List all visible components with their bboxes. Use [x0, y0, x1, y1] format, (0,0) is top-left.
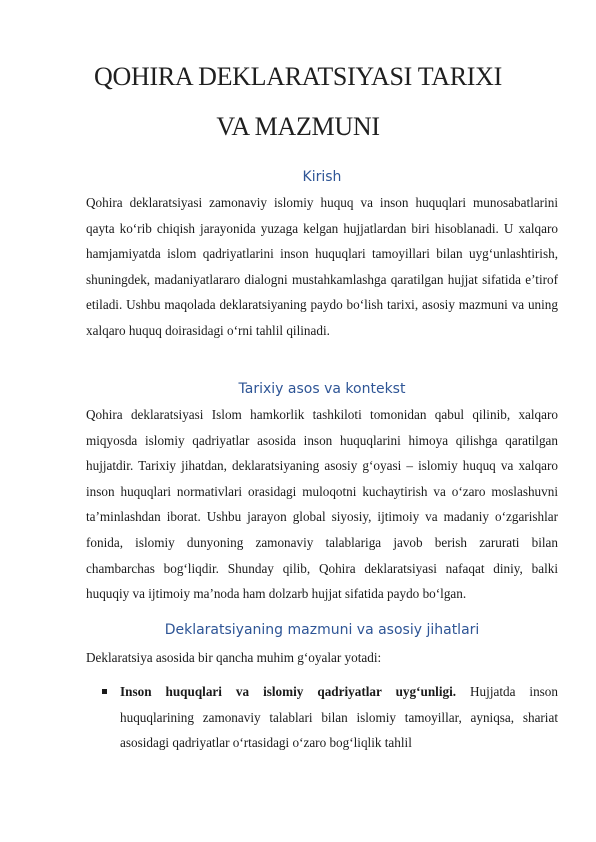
- section-paragraph-kirish: Qohira deklaratsiyasi zamonaviy islomiy huquq va inson huquqlari munosabatlarini qayta ko‘rib chiqish jarayonida yuzaga kelgan hujjatlardan biri hisoblanadi. U xalqaro hamjamiyatda islom qadriyatlarini inson huquqlari tamoyillari bilan uyg‘unlashtirish, shuningdek, madaniyatlararo dialogni mustahkamlashga qaratilgan hujjat sifatida e’tirof etiladi. Ushbu maqolada deklaratsiyaning paydo bo‘lish tarixi, asosiy mazmuni va uning xalqaro huquq doirasidagi o‘rni tahlil qilinadi.: [86, 195, 558, 338]
- document-title-line-1: QOHIRA DEKLARATSIYASI TARIXI: [94, 62, 502, 91]
- bullet-body: Hujjatda inson huquqlarining zamonaviy talablari bilan islomiy tamoyillar, ayniqsa, shariat asosidagi qadriyatlar o‘rtasidagi o‘zaro bog‘liqlik tahlil: [120, 684, 558, 751]
- bullet-square-icon: [102, 689, 107, 694]
- bullet-text: [120, 679, 558, 756]
- section-heading-tarixiy-asos: Tarixiy asos va kontekst: [238, 381, 406, 397]
- section-heading-mazmuni: Deklaratsiyaning mazmuni va asosiy jihatlari: [164, 622, 480, 638]
- section-paragraph-mazmuni-intro: Deklaratsiya asosida bir qancha muhim g‘oyalar yotadi:: [86, 650, 382, 665]
- section-heading-kirish: Kirish: [302, 169, 342, 185]
- list-item: [86, 679, 558, 756]
- section-paragraph-tarixiy-asos: Qohira deklaratsiyasi Islom hamkorlik tashkiloti tomonidan qabul qilinib, xalqaro miqyosda islomiy qadriyatlar asosida inson huquqlarini himoya qilishga qaratilgan hujjatdir. Tarixiy jihatdan, deklaratsiyaning asosiy g‘oyasi – islomiy huquq va xalqaro inson huquqlari normativlari orasidagi muloqotni kuchaytirish va o‘zaro moslashuvni ta’minlashdan iborat. Ushbu jarayon global siyosiy, ijtimoiy va madaniy o‘zgarishlar fonida, islomiy dunyoning zamonaviy talablariga javob berish zarurati bilan chambarchas bog‘liqdir. Shunday qilib, Qohira deklaratsiyasi nafaqat diniy, balki huquqiy va ijtimoiy ma’noda ham dolzarb hujjat sifatida paydo bo‘lgan.: [86, 407, 558, 602]
- bullet-list: [86, 679, 558, 756]
- bullet-bold-lead: Inson huquqlari va islomiy qadriyatlar uyg‘unligi.: [120, 684, 457, 699]
- document-title-line-2: VA MAZMUNI: [216, 112, 380, 141]
